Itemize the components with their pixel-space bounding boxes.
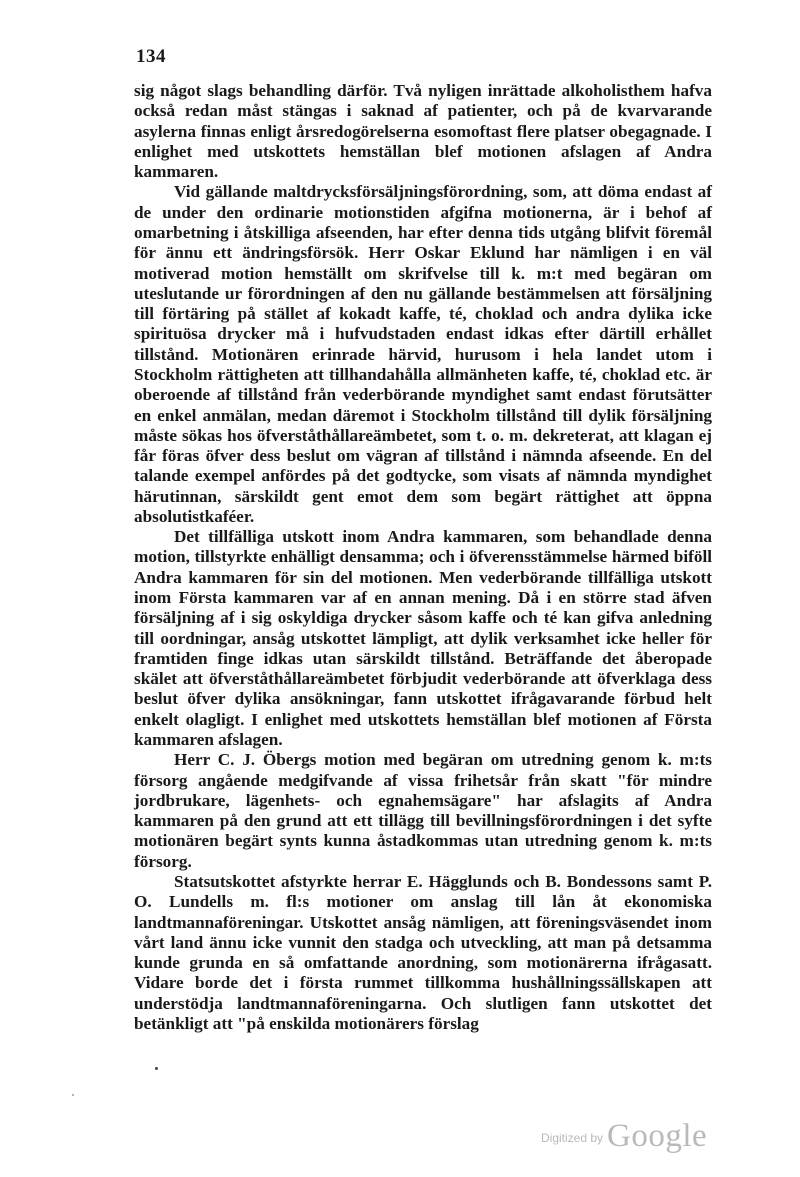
paragraph: Det tillfälliga utskott inom Andra kammaren, som behandlade denna motion, tillstyrkte enhälligt densamma; och i öfverensstämmelse härmed biföll Andra kammaren för sin del motionen. Men vederbörande tillfälliga utskott inom Första kammaren var af en annan mening. Då i en större stad äfven försäljning af i sig oskyldiga drycker såsom kaffe och té kan gifva anledning till oordningar, ansåg utskottet lämpligt, att dylik verksamhet icke heller för framtiden finge idkas utan särskildt tillstånd. Beträffande det åberopade skälet att öfverståthållareämbetet förbjudit vederbörande att öfverklaga dess beslut öfver dylika ansökningar, fann utskottet ifrågavarande förbud helt enkelt olagligt. I enlighet med utskottets hemställan blef motionen af Första kammaren afslagen. bbox=[134, 527, 712, 749]
ink-speck bbox=[155, 1067, 158, 1070]
ink-speck bbox=[72, 1094, 74, 1096]
page-number: 134 bbox=[136, 46, 166, 67]
paragraph: Vid gällande maltdrycksförsäljningsförordning, som, att döma endast af de under den ordinarie motionstiden afgifna motionerna, är i behof af omarbetning i åtskilliga afseenden, har efter denna tids utgång blifvit föremål för ännu ett ändringsförsök. Herr Oskar Eklund har nämligen i en väl motiverad motion hemställt om skrifvelse till k. m:t med begäran om uteslutande ur förordningen af den nu gällande bestämmelsen att försäljning till förtäring på stället af kokadt kaffe, té, choklad och andra dylika icke spirituösa drycker må i hufvudstaden endast idkas efter därtill erhållet tillstånd. Motionären erinrade härvid, hurusom i hela landet utom i Stockholm rättigheten att tillhandahålla allmänheten kaffe, té, choklad etc. är oberoende af tillstånd från vederbörande myndighet samt endast förutsätter en enkel anmälan, medan däremot i Stockholm tillstånd till dylik försäljning måste sökas hos öfverståthållareämbetet, som t. o. m. dekreterat, att klagan ej får föras öfver dess beslut om vägran af tillstånd i nämnda afseende. En del talande exempel anfördes på det godtycke, som visats af nämnda myndighet härutinnan, särskildt gent emot dem som begärt rättighet att öppna absolutistkaféer. bbox=[134, 182, 712, 526]
paragraph: Herr C. J. Öbergs motion med begäran om utredning genom k. m:ts försorg angående medgifvande af vissa frihetsår från skatt "för mindre jordbrukare, lägenhets- och egnahemsägare" har afslagits af Andra kammaren på den grund att ett tillägg till bevillningsförordningen i det syfte motionären begärt synts kunna åstadkommas utan utredning genom k. m:ts försorg. bbox=[134, 750, 712, 871]
body-text bbox=[134, 81, 712, 1034]
digitized-by-watermark bbox=[541, 1118, 707, 1155]
watermark-prefix: Digitized by bbox=[541, 1131, 604, 1145]
paragraph: sig något slags behandling därför. Två nyligen inrättade alkoholisthem hafva också redan måst stängas i saknad af patienter, och på de kvarvarande asylerna finnas enligt årsredogörelserna esomoftast flere platser obegagnade. I enlighet med utskottets hemställan blef motionen afslagen af Andra kammaren. bbox=[134, 81, 712, 182]
paragraph: Statsutskottet afstyrkte herrar E. Hägglunds och B. Bondessons samt P. O. Lundells m. fl:s motioner om anslag till lån åt ekonomiska landtmannaföreningar. Utskottet ansåg nämligen, att föreningsväsendet inom vårt land ännu icke vunnit den stadga och utveckling, att man på detsamma kunde grunda en så omfattande anordning, som motionärerna ifrågasatt. Vidare borde det i första rummet tillkomma hushållningssällskapen att understödja landtmannaföreningarna. Och slutligen fann utskottet det betänkligt att "på enskilda motionärers förslag bbox=[134, 871, 712, 1033]
google-logo: Google bbox=[607, 1118, 708, 1154]
